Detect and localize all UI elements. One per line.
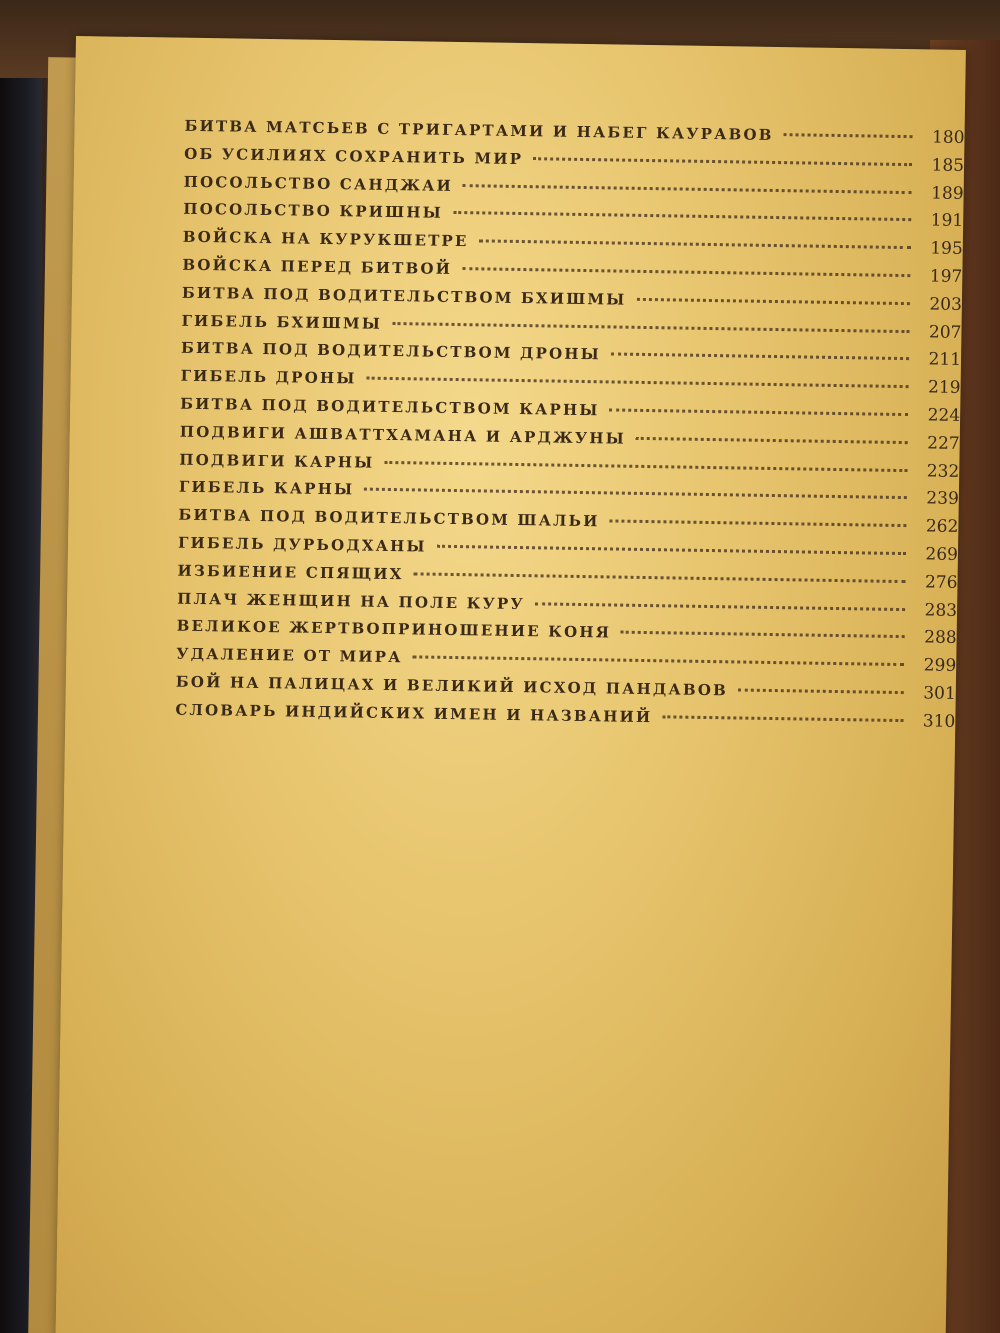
toc-entry-page: 203 (929, 294, 963, 315)
dot-leader (479, 240, 911, 250)
dot-leader (364, 488, 907, 500)
dot-leader (784, 133, 913, 138)
toc-entry-title: ВЕЛИКОЕ ЖЕРТВОПРИНОШЕНИЕ КОНЯ (176, 617, 612, 642)
dot-leader (413, 656, 905, 667)
toc-entry-title: ПОСОЛЬСТВО САНДЖАИ (183, 172, 454, 195)
toc-entry-page: 211 (928, 349, 962, 371)
toc-entry-page: 310 (922, 711, 956, 732)
toc-entry-title: ВОЙСКА НА КУРУКШЕТРЕ (182, 227, 469, 251)
dot-leader (453, 211, 911, 221)
toc-entry-page: 301 (923, 683, 956, 704)
toc-entry-page: 191 (930, 210, 964, 232)
dot-leader (636, 298, 909, 305)
toc-entry-title: ГИБЕЛЬ ДРОНЫ (180, 366, 357, 388)
toc-entry-title: БИТВА ПОД ВОДИТЕЛЬСТВОМ КАРНЫ (180, 394, 600, 420)
dot-leader (462, 267, 910, 277)
dot-leader (392, 322, 909, 333)
toc-entry-page: 227 (927, 433, 960, 454)
dot-leader (621, 631, 905, 638)
toc-entry-page: 207 (928, 322, 962, 343)
toc-entry-page: 195 (930, 238, 963, 260)
toc-entry-page: 197 (929, 266, 963, 287)
toc-entry-page: 189 (931, 183, 964, 204)
dot-leader (384, 460, 907, 471)
toc-entry-title: УДАЛЕНИЕ ОТ МИРА (176, 644, 403, 667)
toc-entry-title: БИТВА ПОД ВОДИТЕЛЬСТВОМ ДРОНЫ (180, 339, 602, 364)
toc-entry-title: БОЙ НА ПАЛИЦАХ И ВЕЛИКИЙ ИСХОД ПАНДАВОВ (175, 672, 729, 700)
dot-leader (662, 715, 903, 722)
toc-entry-page: 180 (931, 127, 965, 148)
toc-entry-page: 262 (925, 516, 959, 538)
toc-entry-page: 269 (925, 544, 959, 565)
table-of-contents (175, 116, 965, 740)
book-page (55, 36, 966, 1333)
dot-leader (463, 184, 912, 194)
toc-entry-title: ГИБЕЛЬ БХИШМЫ (181, 311, 383, 333)
toc-entry-title: БИТВА ПОД ВОДИТЕЛЬСТВОМ БХИШМЫ (181, 283, 627, 309)
toc-entry-page: 299 (923, 655, 957, 677)
toc-entry-title: ПОСОЛЬСТВО КРИШНЫ (183, 200, 444, 223)
toc-entry-title: ПОДВИГИ АШВАТТХАМАНА И АРДЖУНЫ (179, 422, 627, 448)
dot-leader (636, 437, 908, 444)
toc-entry-title: БИТВА ПОД ВОДИТЕЛЬСТВОМ ШАЛЬИ (178, 505, 600, 531)
toc-entry-title: ВОЙСКА ПЕРЕД БИТВОЙ (182, 255, 453, 278)
dot-leader (535, 602, 905, 611)
toc-entry-page: 276 (924, 572, 958, 593)
dot-leader (610, 520, 907, 528)
toc-entry-page: 239 (926, 488, 959, 510)
toc-entry-page: 224 (927, 405, 961, 426)
toc-entry-page: 185 (931, 155, 965, 176)
toc-entry-title: СЛОВАРЬ ИНДИЙСКИХ ИМЕН И НАЗВАНИЙ (175, 700, 653, 726)
toc-entry-title: ПОДВИГИ КАРНЫ (179, 450, 375, 472)
toc-entry-title: ГИБЕЛЬ ДУРЬОДХАНЫ (177, 533, 427, 556)
toc-entry-page: 283 (924, 599, 958, 621)
toc-entry-page: 232 (926, 460, 960, 482)
toc-entry-title: БИТВА МАТСЬЕВ С ТРИГАРТАМИ И НАБЕГ КАУРАВОВ (184, 116, 774, 144)
dot-leader (414, 572, 906, 583)
dot-leader (610, 408, 909, 416)
toc-entry-title: ОБ УСИЛИЯХ СОХРАНИТЬ МИР (184, 144, 524, 168)
dot-leader (367, 377, 909, 389)
dot-leader (611, 353, 909, 361)
toc-entry-page: 219 (927, 377, 961, 399)
toc-entry-title: ИЗБИЕНИЕ СПЯЩИХ (177, 561, 404, 583)
toc-entry-page: 288 (924, 627, 957, 649)
toc-entry-title: ГИБЕЛЬ КАРНЫ (178, 478, 355, 499)
bleed-through-text (615, 755, 954, 1333)
dot-leader (738, 688, 904, 694)
dot-leader (533, 157, 912, 166)
dot-leader (437, 545, 906, 555)
toc-entry-title: ПЛАЧ ЖЕНЩИН НА ПОЛЕ КУРУ (177, 589, 525, 613)
